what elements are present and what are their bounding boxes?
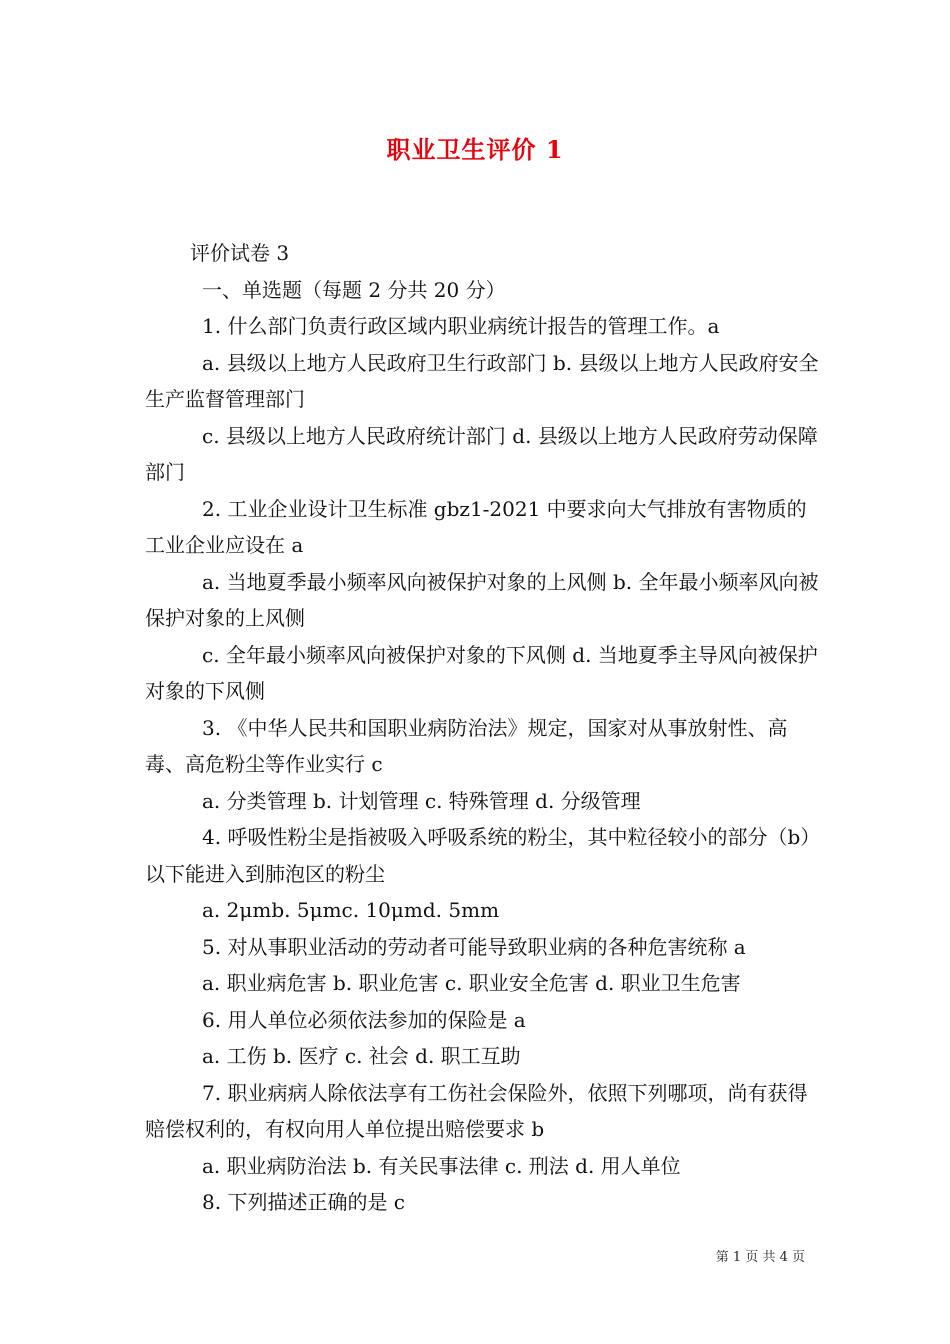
- paragraph: 评价试卷 3: [190, 241, 290, 265]
- question-2-options-ab: a. 当地夏季最小频率风向被保护对象的上风侧 b. 全年最小频率风向被保护对象的上风侧: [145, 569, 819, 630]
- page-number-footer: 第 1 页 共 4 页: [715, 1250, 805, 1265]
- section-heading: 一、单选题（每题 2 分共 20 分）: [202, 277, 506, 302]
- question-5-options: a. 职业病危害 b. 职业危害 c. 职业安全危害 d. 职业卫生危害: [202, 971, 741, 995]
- question-6-options: a. 工伤 b. 医疗 c. 社会 d. 职工互助: [202, 1044, 521, 1068]
- document-title: 职业卫生评价 1: [386, 135, 564, 164]
- question-1-options-cd: c. 县级以上地方人民政府统计部门 d. 县级以上地方人民政府劳动保障部门: [145, 423, 818, 484]
- question-5: 5. 对从事职业活动的劳动者可能导致职业病的各种危害统称 a: [202, 934, 746, 959]
- question-7: 7. 职业病病人除依法享有工伤社会保险外，依照下列哪项，尚有获得赔偿权利的，有权向用人单位提出赔偿要求 b: [145, 1080, 808, 1141]
- question-8: 8. 下列描述正确的是 c: [202, 1190, 405, 1214]
- question-1: 1. 什么部门负责行政区域内职业病统计报告的管理工作。a: [202, 314, 720, 338]
- question-1-options-ab: a. 县级以上地方人民政府卫生行政部门 b. 县级以上地方人民政府安全生产监督管理部门: [145, 350, 819, 411]
- question-7-options: a. 职业病防治法 b. 有关民事法律 c. 刑法 d. 用人单位: [202, 1153, 681, 1178]
- question-3-options: a. 分类管理 b. 计划管理 c. 特殊管理 d. 分级管理: [202, 788, 641, 813]
- question-6: 6. 用人单位必须依法参加的保险是 a: [202, 1007, 526, 1032]
- question-4-options: a. 2μmb. 5μmc. 10μmd. 5mm: [202, 898, 500, 922]
- question-4: 4. 呼吸性粉尘是指被吸入呼吸系统的粉尘，其中粒径较小的部分（b）以下能进入到肺泡区的粉尘: [145, 825, 821, 886]
- question-2: 2. 工业企业设计卫生标准 gbz1-2021 中要求向大气排放有害物质的工业企业应设在 a: [145, 496, 807, 557]
- question-3: 3. 《中华人民共和国职业病防治法》规定，国家对从事放射性、高毒、高危粉尘等作业实行 c: [145, 715, 788, 776]
- document-body: [145, 235, 825, 1221]
- question-2-options-cd: c. 全年最小频率风向被保护对象的下风侧 d. 当地夏季主导风向被保护对象的下风侧: [145, 642, 818, 703]
